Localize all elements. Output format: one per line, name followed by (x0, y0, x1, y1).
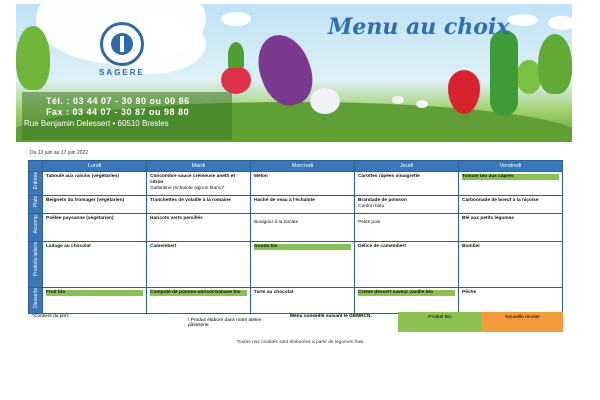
menu-cell (459, 172, 563, 196)
radish-leaves-icon (228, 42, 244, 68)
dish-name: Gouda bio (254, 244, 351, 250)
header-banner (16, 4, 572, 142)
menu-row (29, 196, 563, 214)
menu-cell (251, 214, 355, 242)
tree-icon (538, 34, 572, 94)
legend-new-label: Nouvelle recette (505, 315, 540, 320)
menu-cell (43, 196, 147, 214)
menu-cell (355, 214, 459, 242)
dish-name: Beignets du fromager (végétarien) (46, 198, 125, 203)
menu-cell (459, 196, 563, 214)
legend (28, 312, 563, 332)
brand-name: SAGERE (99, 68, 145, 77)
dish-name: Délice de camembert (358, 244, 406, 249)
zucchini-icon (490, 30, 518, 116)
legend-note-pastry: \ Produit élaboré dans notre atelier pâtisserie (188, 318, 262, 328)
dish-name: Brandade de poisson (358, 198, 407, 203)
dish-name: Poêlée paysanne (végétarien) (46, 216, 114, 221)
legend-new-swatch (482, 312, 563, 332)
row-label-cell (29, 242, 43, 288)
menu-cell (147, 172, 251, 196)
sheep-icon (416, 100, 428, 108)
dish-name: Blé aux petits légumes (462, 216, 514, 221)
menu-row (29, 242, 563, 288)
dish-name: Melon (254, 174, 268, 179)
page-title: Menu au choix (328, 14, 510, 40)
day-header: Lundi (43, 161, 147, 172)
menu-cell (355, 288, 459, 314)
dish-name: Pêche (462, 290, 477, 295)
legend-note-gemrcn: Menu conseillé suivant le GEMRCN. (290, 314, 372, 319)
dish-name: Carottes râpées vinaigrette (358, 174, 420, 179)
cloud-shape (548, 16, 572, 30)
menu-cell (43, 172, 147, 196)
row-label: Desserts (32, 288, 39, 308)
dish-name: Carbonnade de boeuf à la niçoise (462, 198, 539, 203)
menu-cell (43, 288, 147, 314)
dish-name: Camembert (150, 244, 177, 249)
menu-table (28, 160, 563, 314)
menu-cell (459, 288, 563, 314)
dish-alt: Boulgour à la tomate (254, 220, 299, 225)
legend-note-pork: *Contient du porc (32, 314, 70, 319)
dish-name: Bombel (462, 244, 480, 249)
row-label: Produits laitiers (32, 242, 39, 277)
contact-block (22, 92, 232, 140)
dish-name: Laitage au chocolat (46, 244, 91, 249)
menu-row (29, 172, 563, 196)
menu-cell (147, 242, 251, 288)
day-header: Mardi (147, 161, 251, 172)
legend-bio-label: Produit Bio (428, 315, 452, 320)
row-label-cell (29, 214, 43, 242)
menu-cell (355, 196, 459, 214)
cloud-shape (221, 12, 251, 26)
row-label-cell (29, 172, 43, 196)
menu-cell (251, 288, 355, 314)
menu-row (29, 214, 563, 242)
menu-cell (459, 242, 563, 288)
menu-cell (459, 214, 563, 242)
sheep-icon (392, 96, 404, 104)
menu-cell (355, 172, 459, 196)
dish-name: Haché de veau à l'échalote (254, 198, 315, 203)
tree-icon (16, 26, 50, 90)
cloud-shape (508, 14, 538, 26)
menu-cell (251, 242, 355, 288)
row-label: Accomp. (32, 214, 39, 234)
dish-alt: Cordon bleu (358, 204, 385, 209)
dish-name: Haricots verts persillés (150, 216, 203, 221)
dish-alt: Petits pois (358, 220, 381, 225)
menu-cell (251, 196, 355, 214)
address-text: Rue Benjamin Delessert • 60510 Bresles (24, 119, 169, 128)
dish-alt: Gallantine (échalote oignon blanc)* (150, 186, 225, 191)
days-header-row (29, 161, 563, 172)
dish-name: Compote de pomme-abricot-banane bio (150, 290, 247, 296)
dish-name: Tomate bio aux câpres (462, 174, 559, 180)
menu-cell (147, 288, 251, 314)
menu-cell (355, 242, 459, 288)
garlic-icon (310, 88, 340, 114)
dish-name: Taboulé aux raisins (végétarien) (46, 174, 119, 179)
dish-name: Tranchettes de volaille à la romaine (150, 198, 231, 203)
row-label: Entrées (32, 172, 39, 190)
menu-cell (43, 214, 147, 242)
corner-cell (29, 161, 43, 172)
menu-cell (147, 214, 251, 242)
day-header: Jeudi (355, 161, 459, 172)
row-label-cell (29, 288, 43, 314)
strawberry-icon (448, 70, 480, 114)
menu-cell (251, 172, 355, 196)
dish-name: Tarte au chocolat (254, 290, 294, 295)
menu-row (29, 288, 563, 314)
menu-cell (147, 196, 251, 214)
phone-text: Tél. : 03 44 07 - 30 80 ou 00 86 (46, 96, 190, 106)
day-header: Mercredi (251, 161, 355, 172)
day-header: Vendredi (459, 161, 563, 172)
footer-note: Toutes nos crudités sont élaborées à partir de légumes frais (236, 340, 364, 345)
legend-bio-swatch (398, 312, 482, 332)
date-range: Du 13 juin au 17 juin 2022 (30, 150, 89, 156)
logo-emblem-icon (100, 22, 144, 66)
fax-text: Fax : 03 44 07 - 30 87 ou 98 80 (46, 107, 190, 117)
row-label-cell (29, 196, 43, 214)
radish-icon (221, 66, 251, 94)
row-label: Plats (32, 196, 39, 208)
menu-cell (43, 242, 147, 288)
dish-name: Concombre sauce crémeuse aneth et citron (150, 174, 236, 185)
brand-logo (92, 22, 152, 77)
dish-name: Crème dessert saveur vanille bio (358, 290, 455, 296)
dish-name: Fruit bio (46, 290, 143, 296)
